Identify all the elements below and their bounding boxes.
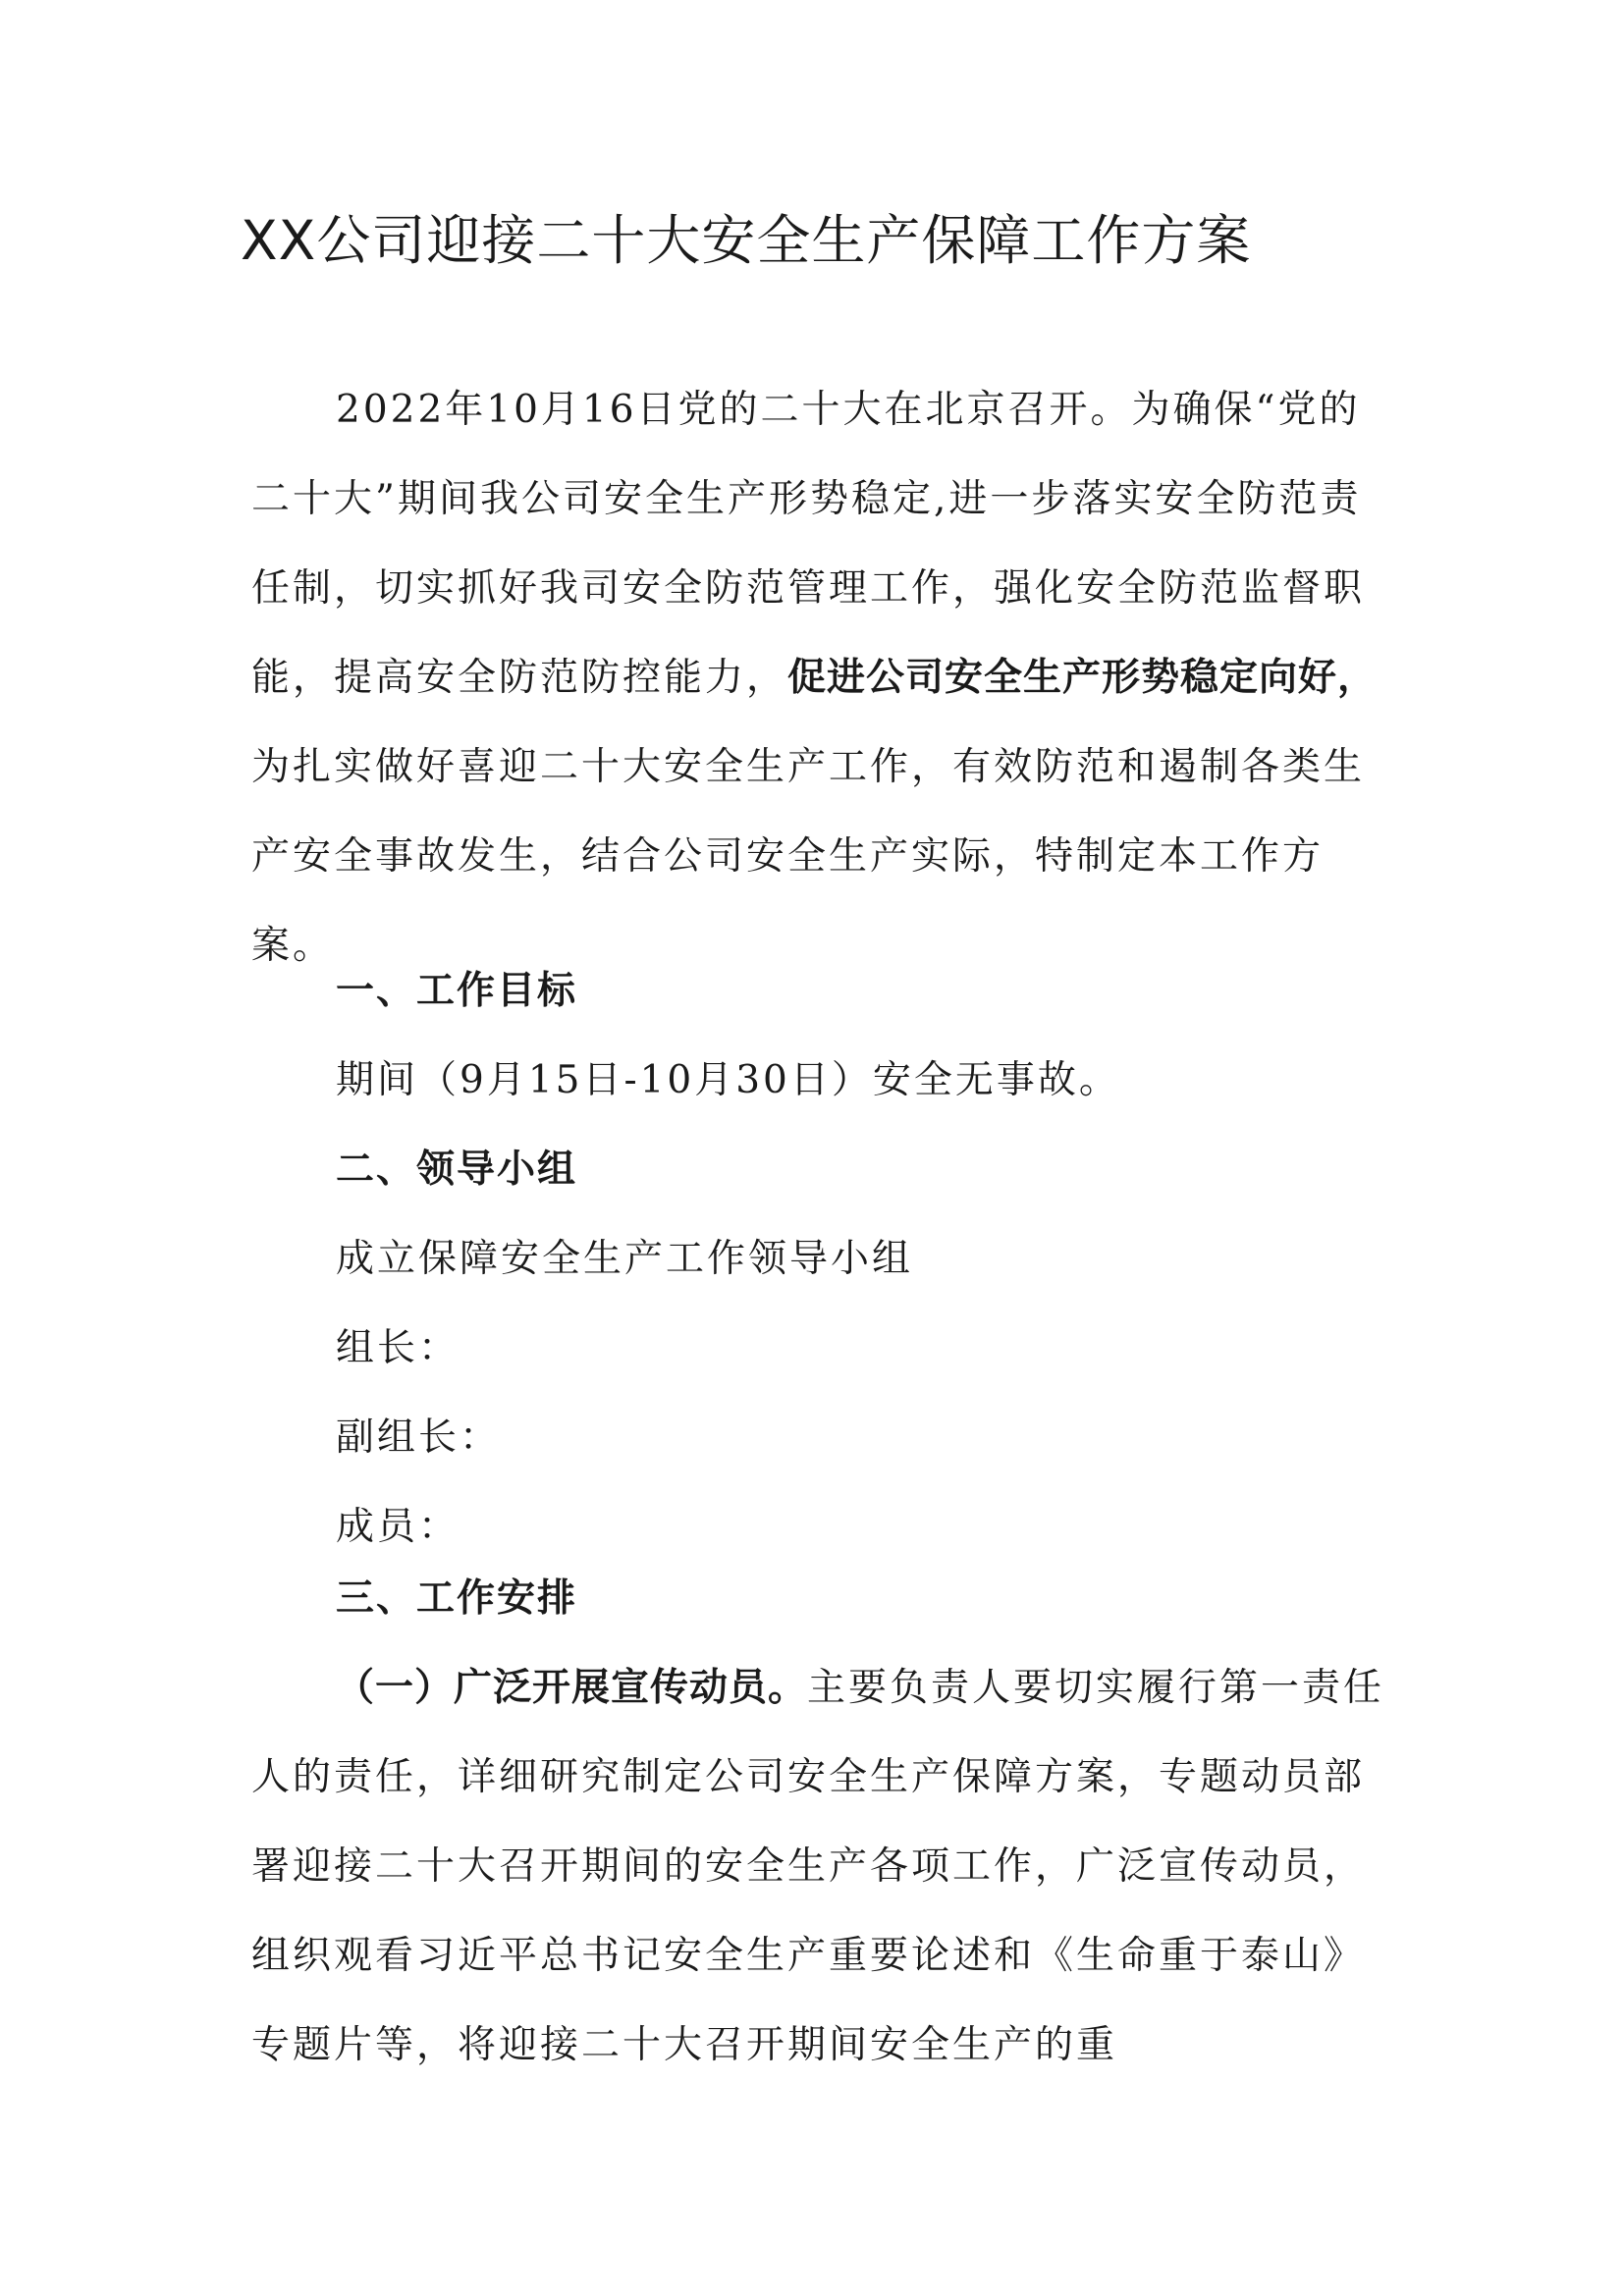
intro-paragraph	[251, 365, 1390, 990]
document-title: XX公司迎接二十大安全生产保障工作方案	[241, 209, 1252, 272]
section1-text: 期间（9月15日-10月30日）安全无事故。	[336, 1058, 1120, 1102]
section1-heading: 一、工作目标	[336, 969, 578, 1013]
section3-heading: 三、工作安排	[336, 1576, 578, 1621]
leader-line: 组长：	[336, 1326, 460, 1370]
members-line: 成员：	[336, 1505, 460, 1549]
section2-heading: 二、领导小组	[336, 1148, 578, 1192]
intro-text-part2: 为扎实做好喜迎二十大安全生产工作，有效防范和遏制各类生产安全事故发生，结合公司安全生产实际，特制定本工作方案。	[251, 745, 1366, 968]
section3-paragraph	[251, 1643, 1390, 2090]
section3-sub1-heading: （一）广泛开展宣传动员。	[336, 1666, 808, 1710]
section3-sub1-text: 主要负责人要切实履行第一责任人的责任，详细研究制定公司安全生产保障方案，专题动员部署迎接二十大召开期间的安全生产各项工作，广泛宣传动员，组织观看习近平总书记安全生产重要论述和《生命重于泰山》专题片等，将迎接二十大召开期间安全生产的重	[251, 1666, 1385, 2067]
intro-text-part1: 2022年10月16日党的二十大在北京召开。为确保“党的二十大”期间我公司安全生产形势稳定,进一步落实安全防范责任制，切实抓好我司安全防范管理工作，强化安全防范监督职能，提高安全防范防控能力，	[251, 388, 1366, 700]
section2-text: 成立保障安全生产工作领导小组	[336, 1237, 914, 1281]
deputy-leader-line: 副组长：	[336, 1415, 502, 1460]
intro-highlight: 促进公司安全生产形势稳定向好，	[787, 656, 1378, 700]
